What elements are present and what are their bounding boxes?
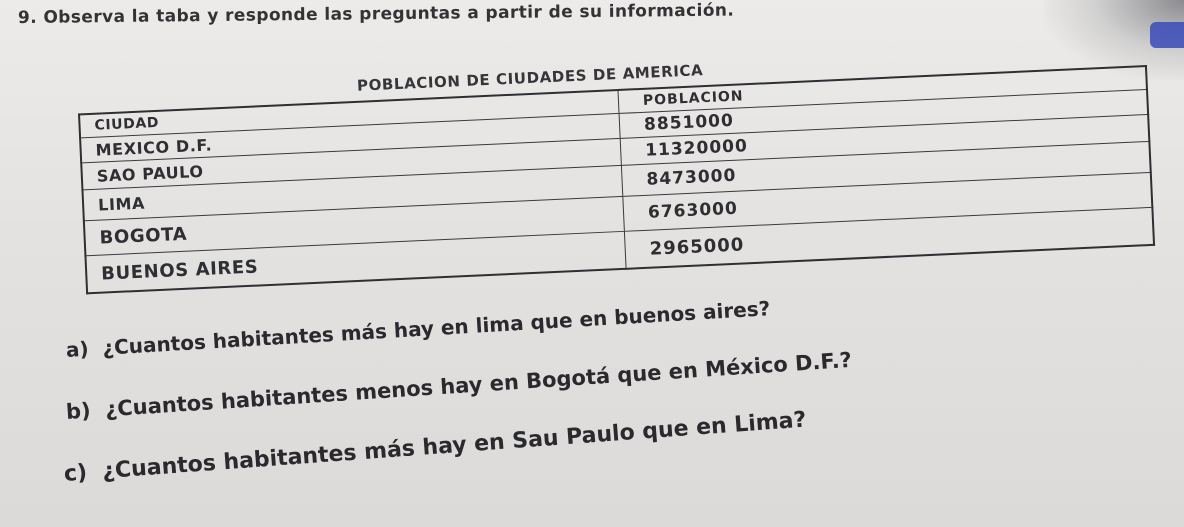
table-title: POBLACION DE CIUDADES DE AMERICA (356, 61, 704, 95)
city-cell: LIMA (82, 165, 622, 220)
population-cell: 6763000 (623, 172, 1153, 231)
question-letter: a) (65, 336, 90, 362)
question-letter: b) (65, 398, 92, 424)
question-text: ¿Cuantos habitantes más hay en lima que en buenos aires? (101, 296, 771, 360)
header-cell-city: CIUDAD (79, 90, 619, 138)
population-cell: 11320000 (620, 114, 1149, 165)
population-cell: 8851000 (619, 89, 1148, 138)
population-cell: 2965000 (624, 207, 1154, 268)
city-cell: BUENOS AIRES (85, 231, 626, 293)
question-letter: c) (63, 460, 88, 487)
question-a (65, 296, 771, 362)
question-text: ¿Cuantos habitantes menos hay en Bogotá que en México D.F.? (104, 347, 853, 422)
population-cell: 8473000 (621, 141, 1150, 196)
city-cell: BOGOTA (84, 196, 625, 255)
population-table-block (66, 21, 1165, 300)
exercise-instruction: 9. Observa la taba y responde las preguntas a partir de su información. (17, 0, 735, 28)
question-text: ¿Cuantos habitantes más hay en Sau Paulo que en Lima? (101, 407, 808, 485)
city-cell: SAO PAULO (81, 138, 621, 189)
city-cell: MEXICO D.F. (80, 113, 620, 162)
header-cell-population: POBLACION (618, 66, 1147, 113)
population-table (78, 65, 1155, 294)
question-c (63, 408, 807, 487)
